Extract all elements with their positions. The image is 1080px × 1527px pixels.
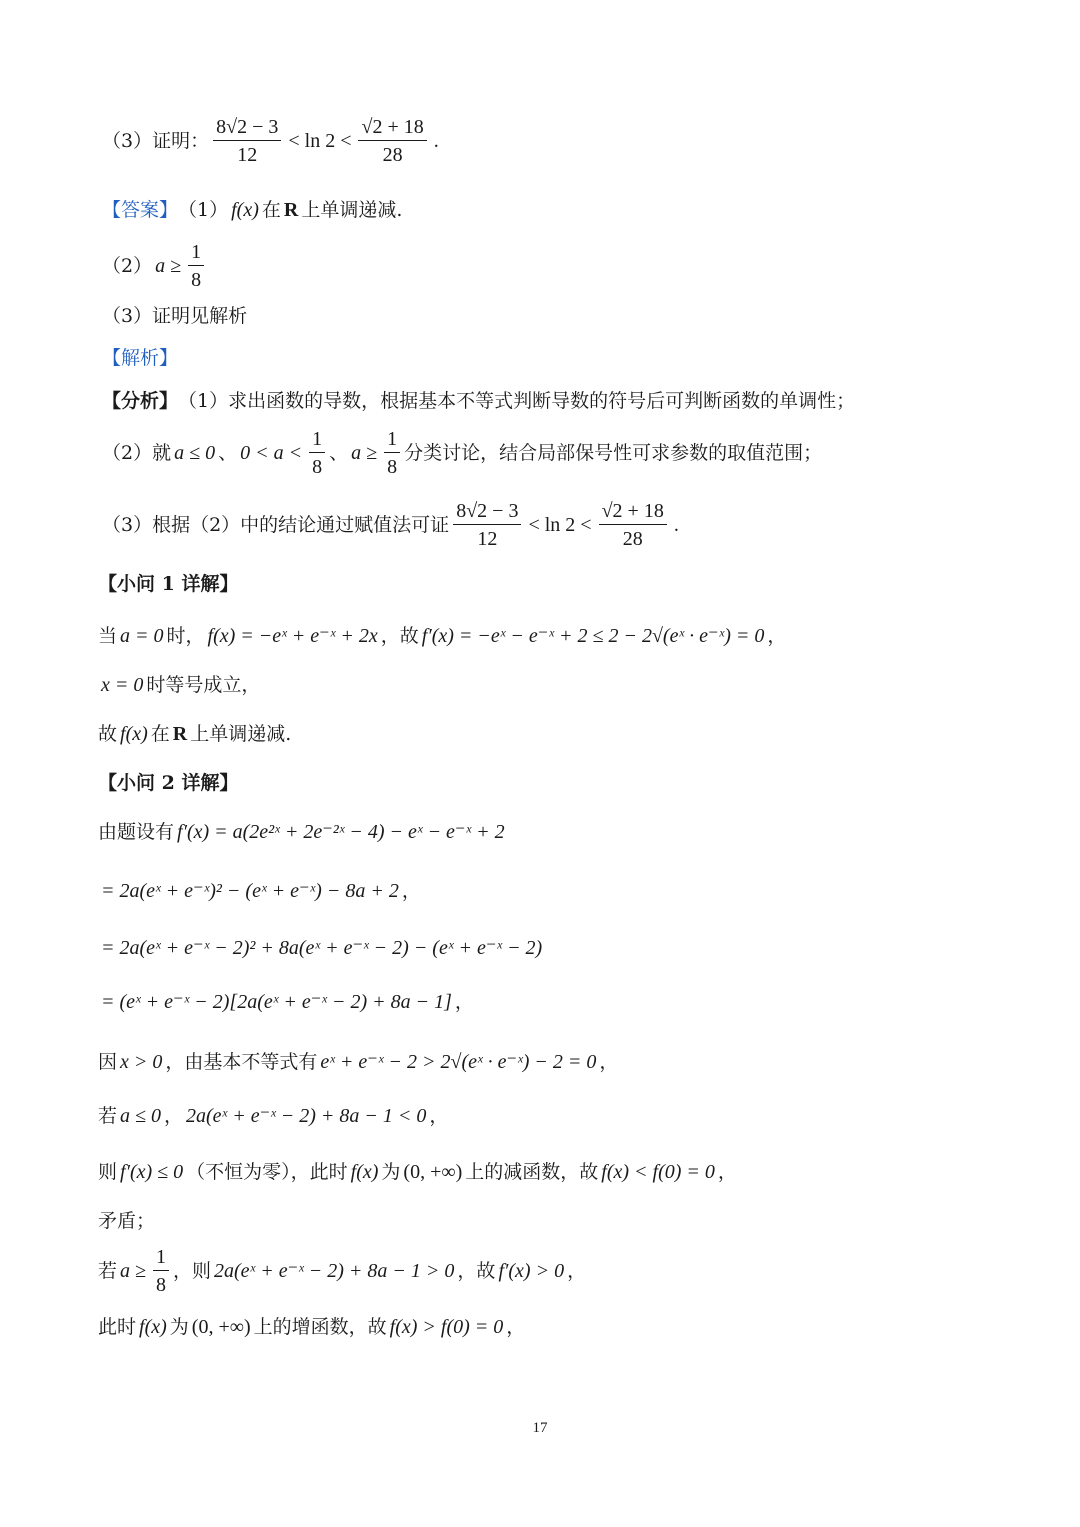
math-expression: a = 0 bbox=[120, 625, 164, 647]
fraction-denominator: 12 bbox=[237, 144, 258, 166]
text-run: （不恒为零），此时 bbox=[186, 1160, 348, 1183]
fraction bbox=[384, 429, 400, 477]
text-run: 因 bbox=[98, 1050, 118, 1073]
fraction bbox=[453, 501, 521, 549]
text-run: ， bbox=[506, 1315, 526, 1338]
fraction-denominator: 8 bbox=[156, 1274, 166, 1296]
fraction-denominator: 12 bbox=[477, 528, 498, 550]
text-run: 由题设有 bbox=[98, 820, 175, 843]
sub2-line3 bbox=[98, 938, 545, 958]
text-run: ，故 bbox=[380, 624, 419, 647]
text-run: ， bbox=[454, 990, 474, 1013]
fraction-denominator: 28 bbox=[622, 528, 643, 550]
sub2-line2 bbox=[98, 881, 421, 901]
text-run: 为 bbox=[169, 1315, 189, 1338]
math-expression: f′(x) = a(2e²ˣ + 2e⁻²ˣ − 4) − eˣ − e⁻ˣ + 2 bbox=[177, 821, 505, 843]
fraction-numerator: √2 + 18 bbox=[358, 117, 426, 141]
text-run: 为 bbox=[381, 1160, 401, 1183]
text-run: 【小问 2 详解】 bbox=[98, 772, 239, 794]
math-expression: (0, +∞) bbox=[191, 1316, 251, 1338]
answer-3 bbox=[102, 307, 247, 326]
text-run: 上的增函数，故 bbox=[253, 1315, 387, 1338]
text-run: 、 bbox=[218, 441, 238, 464]
text-run: （3）证明见解析 bbox=[102, 305, 248, 327]
text-run: 则 bbox=[98, 1160, 118, 1183]
fraction bbox=[188, 242, 204, 290]
math-expression: . bbox=[673, 514, 679, 536]
math-expression: = 2a(eˣ + e⁻ˣ)² − (eˣ + e⁻ˣ) − 8a + 2 bbox=[101, 880, 399, 902]
sub1-line3 bbox=[98, 724, 291, 744]
math-expression: x = 0 bbox=[101, 674, 144, 696]
text-run: ， bbox=[164, 1104, 184, 1127]
sub2-line9 bbox=[98, 1247, 586, 1295]
math-expression: a ≥ bbox=[351, 442, 378, 464]
text-run: ， bbox=[429, 1104, 449, 1127]
text-run: （3）根据（2）中的结论通过赋值法可证 bbox=[102, 513, 450, 536]
sub2-line1 bbox=[98, 822, 508, 842]
sub2-line10 bbox=[98, 1317, 525, 1337]
text-run: 分类讨论，结合局部保号性可求参数的取值范围； bbox=[404, 441, 823, 464]
text-run: 上单调递减. bbox=[301, 198, 403, 221]
sub1-line1 bbox=[98, 626, 786, 646]
fraction-denominator: 8 bbox=[191, 269, 202, 291]
text-run: 矛盾； bbox=[98, 1210, 156, 1232]
text-run: ， bbox=[717, 1160, 737, 1183]
text-run: 故 bbox=[98, 722, 118, 745]
analysis-2 bbox=[102, 429, 822, 477]
math-expression: < ln 2 < bbox=[288, 130, 352, 152]
text-run: 、 bbox=[329, 441, 349, 464]
text-run: 【解析】 bbox=[102, 347, 179, 369]
math-expression: f(x) bbox=[120, 723, 148, 745]
fraction-denominator: 8 bbox=[312, 456, 323, 478]
text-run: ， bbox=[567, 1259, 587, 1282]
sub1-line2 bbox=[98, 675, 260, 695]
fraction-denominator: 28 bbox=[382, 144, 403, 166]
math-expression: f(x) > f(0) = 0 bbox=[389, 1316, 504, 1338]
math-expression: R bbox=[283, 199, 299, 221]
math-expression: < ln 2 < bbox=[528, 514, 592, 536]
math-expression: = 2a(eˣ + e⁻ˣ − 2)² + 8a(eˣ + e⁻ˣ − 2) − (eˣ + e⁻ˣ − 2) bbox=[101, 937, 543, 959]
math-expression: a ≥ bbox=[155, 255, 182, 277]
fraction bbox=[599, 501, 667, 549]
math-expression: x > 0 bbox=[120, 1051, 163, 1073]
math-expression: f′(x) ≤ 0 bbox=[120, 1161, 184, 1183]
fraction-denominator: 8 bbox=[387, 456, 398, 478]
text-run: ， bbox=[599, 1050, 619, 1073]
text-run: 在 bbox=[150, 722, 170, 745]
text-run: 时， bbox=[166, 624, 205, 647]
math-expression: 2a(eˣ + e⁻ˣ − 2) + 8a − 1 > 0 bbox=[214, 1260, 455, 1282]
fraction-numerator: 1 bbox=[153, 1247, 169, 1271]
text-run: ，故 bbox=[457, 1259, 496, 1282]
text-run: （2） bbox=[102, 254, 153, 277]
math-expression: a ≤ 0 bbox=[174, 442, 216, 464]
q3-statement bbox=[102, 117, 442, 165]
text-run: （1） bbox=[178, 198, 229, 221]
math-expression: a ≤ 0 bbox=[120, 1105, 161, 1127]
page-number: 17 bbox=[532, 1420, 548, 1436]
sub2-line6 bbox=[98, 1106, 448, 1126]
math-expression: (0, +∞) bbox=[403, 1161, 463, 1183]
fraction-numerator: 8√2 − 3 bbox=[453, 501, 521, 525]
math-expression: f′(x) > 0 bbox=[498, 1260, 565, 1282]
sub2-line7 bbox=[98, 1162, 737, 1182]
math-expression: R bbox=[172, 723, 188, 745]
sub1-heading bbox=[98, 575, 238, 594]
text-run: 上单调递减. bbox=[190, 722, 292, 745]
text-run: （1）求出函数的导数，根据基本不等式判断导数的符号后可判断函数的单调性； bbox=[178, 390, 856, 412]
sub2-line8 bbox=[98, 1212, 155, 1231]
fraction-numerator: 1 bbox=[309, 429, 325, 453]
fraction bbox=[153, 1247, 169, 1295]
fraction bbox=[213, 117, 281, 165]
text-run: 若 bbox=[98, 1104, 118, 1127]
fraction-numerator: √2 + 18 bbox=[599, 501, 667, 525]
math-expression: f(x) bbox=[139, 1316, 167, 1338]
answer-2 bbox=[102, 242, 208, 290]
text-run: 时等号成立， bbox=[146, 673, 261, 696]
analysis-1 bbox=[102, 392, 855, 411]
math-expression: eˣ + e⁻ˣ − 2 > 2√(eˣ · e⁻ˣ) − 2 = 0 bbox=[320, 1051, 597, 1073]
math-expression: 0 < a < bbox=[240, 442, 303, 464]
text-run: （2）就 bbox=[102, 441, 172, 464]
math-expression: f(x) bbox=[350, 1161, 379, 1183]
math-expression: = (eˣ + e⁻ˣ − 2)[2a(eˣ + e⁻ˣ − 2) + 8a − 1] bbox=[101, 991, 452, 1013]
math-expression: 2a(eˣ + e⁻ˣ − 2) + 8a − 1 < 0 bbox=[186, 1105, 427, 1127]
fraction-numerator: 1 bbox=[188, 242, 204, 266]
math-expression: . bbox=[433, 130, 439, 152]
text-run: 【小问 1 详解】 bbox=[98, 573, 239, 595]
text-run: （3）证明： bbox=[102, 129, 210, 152]
text-run: 【答案】 bbox=[102, 198, 179, 221]
text-run: 上的减函数，故 bbox=[465, 1160, 599, 1183]
text-run: 此时 bbox=[98, 1315, 137, 1338]
text-run: ， bbox=[767, 624, 787, 647]
jiexi-heading bbox=[102, 349, 178, 368]
text-run: 若 bbox=[98, 1259, 118, 1282]
fraction bbox=[309, 429, 325, 477]
text-run: ，由基本不等式有 bbox=[165, 1050, 318, 1073]
sub2-line5 bbox=[98, 1052, 618, 1072]
math-expression: f(x) = −eˣ + e⁻ˣ + 2x bbox=[207, 625, 378, 647]
text-run: 在 bbox=[261, 198, 281, 221]
analysis-3 bbox=[102, 501, 682, 549]
sub2-heading bbox=[98, 774, 238, 793]
text-run: 当 bbox=[98, 624, 118, 647]
math-expression: a ≥ bbox=[120, 1260, 146, 1282]
text-run: ，则 bbox=[173, 1259, 212, 1282]
text-run: ， bbox=[401, 879, 421, 902]
fraction-numerator: 8√2 − 3 bbox=[213, 117, 281, 141]
fraction bbox=[358, 117, 426, 165]
math-expression: f(x) bbox=[231, 199, 259, 221]
answer-1 bbox=[102, 200, 402, 220]
math-expression: f′(x) = −eˣ − e⁻ˣ + 2 ≤ 2 − 2√(eˣ · e⁻ˣ) = 0 bbox=[421, 625, 765, 647]
sub2-line4 bbox=[98, 992, 474, 1012]
fraction-numerator: 1 bbox=[384, 429, 400, 453]
text-run: 【分析】 bbox=[102, 390, 179, 412]
math-expression: f(x) < f(0) = 0 bbox=[601, 1161, 715, 1183]
